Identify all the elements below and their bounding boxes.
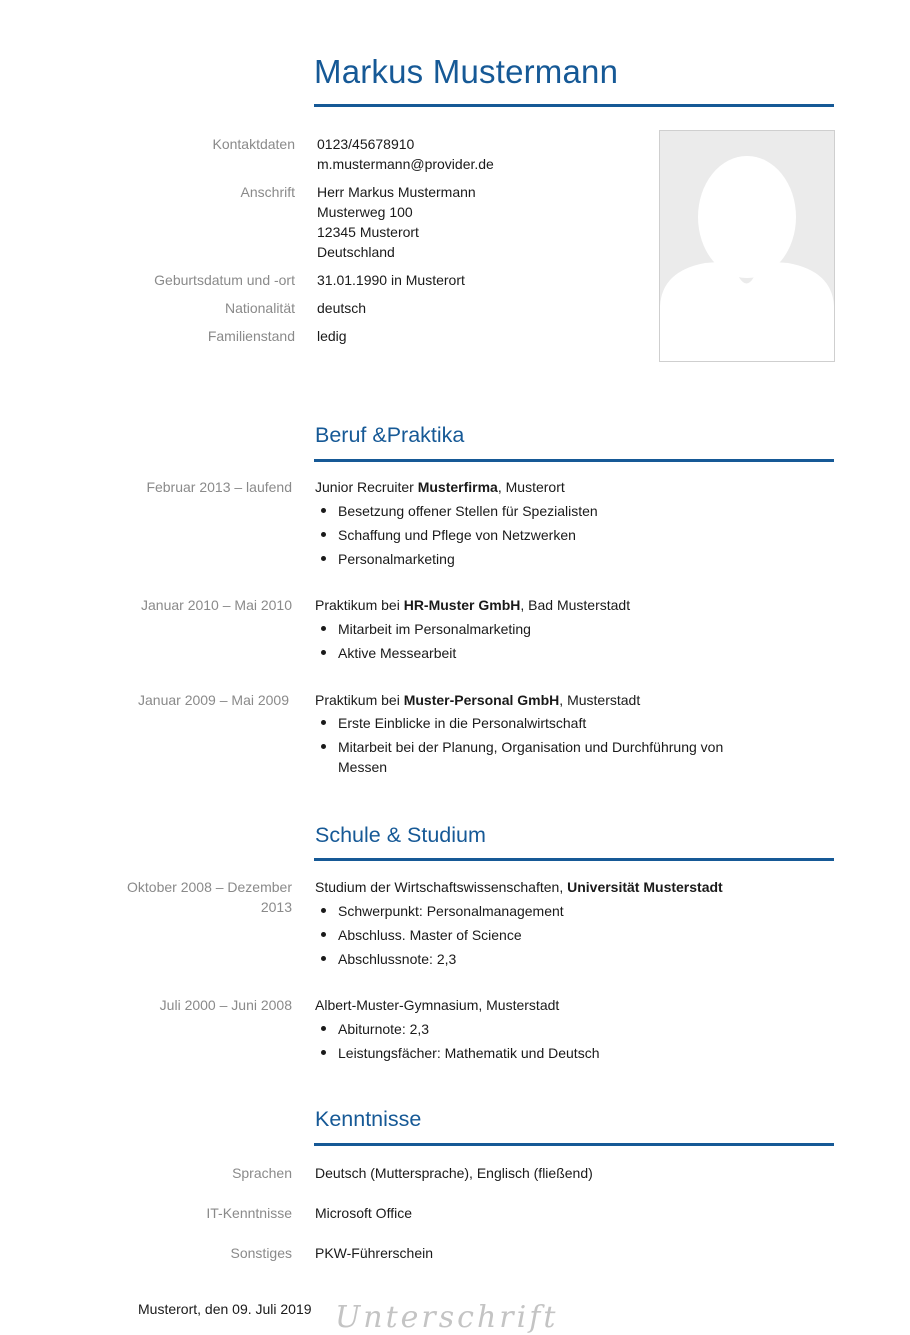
entry-bullets [315,713,755,781]
bullet-item: Personalmarketing [315,549,755,569]
entry-heading: Praktikum bei HR-Muster GmbH, Bad Musterstadt [315,597,631,613]
nationality-label: Nationalität [224,300,295,316]
entry-date: Februar 2013 – laufend [146,479,292,495]
bullet-item: Leistungsfächer: Mathematik und Deutsch [315,1043,755,1063]
email-value: m.mustermann@provider.de [317,156,494,172]
bullet-item: Abschluss. Master of Science [315,925,755,945]
bullet-item: Mitarbeit im Personalmarketing [315,619,755,639]
entry-heading: Praktikum bei Muster-Personal GmbH, Musterstadt [315,692,641,708]
address-line: 12345 Musterort [317,224,419,240]
profile-photo [659,130,835,362]
signature: Unterschrift [335,1300,559,1335]
bullet-item: Schwerpunkt: Personalmanagement [315,901,755,921]
bullet-item: Aktive Messearbeit [315,643,755,663]
entry-heading: Studium der Wirtschaftswissenschaften, Universität Musterstadt [315,879,723,895]
entry-heading: Junior Recruiter Musterfirma, Musterort [315,479,565,495]
place-date: Musterort, den 09. Juli 2019 [138,1301,312,1317]
skill-value: Microsoft Office [315,1205,412,1221]
bullet-item: Schaffung und Pflege von Netzwerken [315,525,755,545]
skill-label: IT-Kenntnisse [206,1205,292,1221]
skill-value: PKW-Führerschein [315,1245,434,1261]
title-divider [314,104,834,107]
entry-bullets [315,1019,755,1067]
address-line: Deutschland [317,244,395,260]
address-line: Herr Markus Mustermann [317,184,476,200]
marital-value: ledig [317,328,347,344]
section-divider [314,1143,834,1146]
entry-date: Januar 2009 – Mai 2009 [138,692,289,708]
section-title-skills: Kenntnisse [315,1107,422,1131]
person-silhouette-icon [660,131,834,361]
entry-bullets [315,619,755,667]
skill-value: Deutsch (Muttersprache), Englisch (fließend) [315,1165,593,1181]
bullet-item: Besetzung offener Stellen für Spezialisten [315,501,755,521]
phone-value: 0123/45678910 [317,136,415,152]
address-label: Anschrift [240,184,295,200]
skill-label: Sonstiges [230,1245,292,1261]
entry-bullets [315,501,755,573]
contact-label: Kontaktdaten [212,136,295,152]
entry-bullets [315,901,755,973]
section-title-education: Schule & Studium [315,823,486,847]
nationality-value: deutsch [317,300,367,316]
birth-value: 31.01.1990 in Musterort [317,272,465,288]
entry-heading: Albert-Muster-Gymnasium, Musterstadt [315,997,560,1013]
page-title: Markus Mustermann [314,53,619,90]
marital-label: Familienstand [207,328,295,344]
birth-label: Geburtsdatum und -ort [154,272,295,288]
section-divider [314,858,834,861]
section-divider [314,459,834,462]
entry-date: Oktober 2008 – Dezember 2013 [127,879,292,915]
skill-label: Sprachen [232,1165,292,1181]
entry-date: Juli 2000 – Juni 2008 [159,997,292,1013]
bullet-item: Abschlussnote: 2,3 [315,949,755,969]
bullet-item: Abiturnote: 2,3 [315,1019,755,1039]
entry-date: Januar 2010 – Mai 2010 [141,597,292,613]
section-title-career: Beruf &Praktika [315,423,465,447]
bullet-item: Erste Einblicke in die Personalwirtschaft [315,713,755,733]
bullet-item: Mitarbeit bei der Planung, Organisation und Durchführung von Messen [315,737,755,777]
address-line: Musterweg 100 [317,204,413,220]
